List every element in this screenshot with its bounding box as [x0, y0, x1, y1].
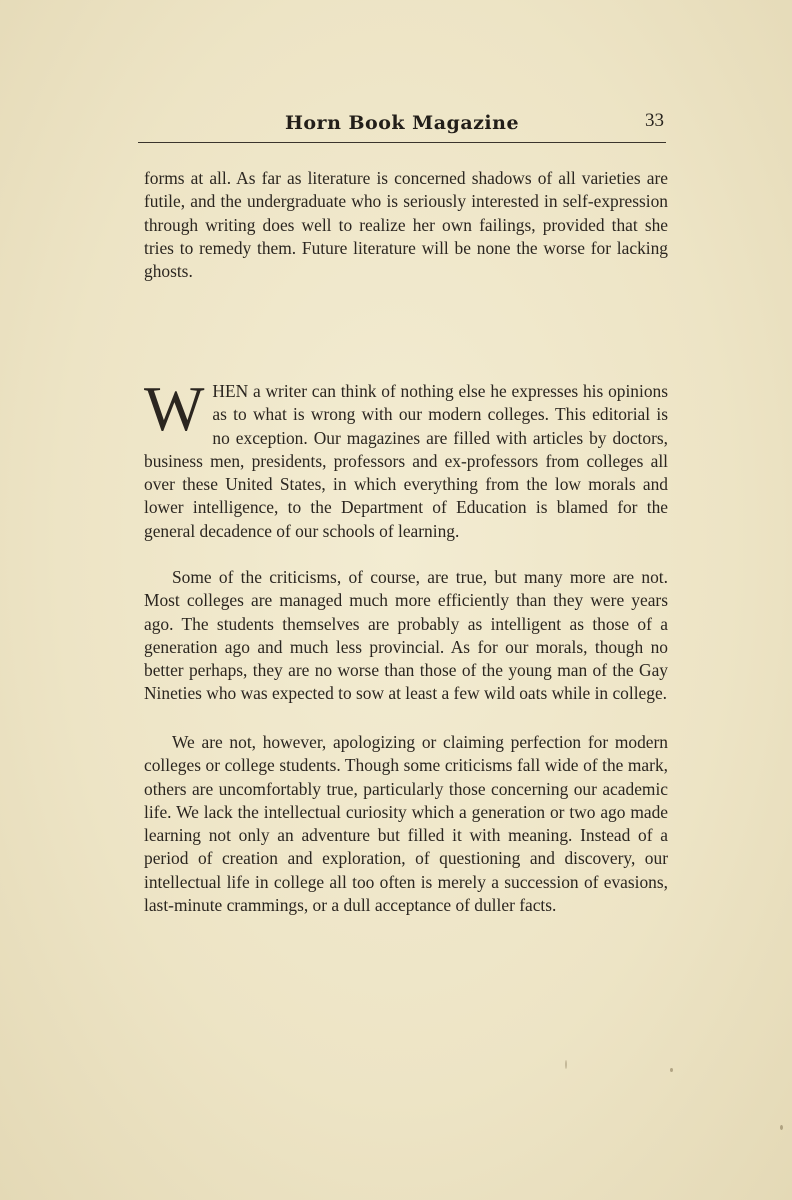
page-number: 33 — [645, 110, 664, 131]
paper-speck — [670, 1068, 673, 1072]
paper-speck — [780, 1125, 783, 1130]
editorial-paragraph-3: We are not, however, apologizing or claiming perfection for modern colleges or college students. Though some criticisms fall wide of the mark, others are uncomfortably true, particularly those concerning our academic life. We lack the intellectual curiosity which a generation or two ago made learning not only an adventure but filled it with meaning. Instead of a period of creation and exploration, of questioning and discovery, our intellectual life in college all too often is merely a succession of evasions, last-minute crammings, or a dull acceptance of duller facts. — [144, 732, 668, 916]
editorial-opening-paragraph — [144, 373, 668, 543]
paper-speck — [565, 1060, 567, 1069]
paragraph-continued: forms at all. As far as literature is concerned shadows of all varieties are futile, and the undergraduate who is seriously interested in self-expression through writing does well to realize her own failings, provided that she tries to remedy them. Future literature will be none the worse for lacking ghosts. — [144, 168, 668, 282]
running-header — [138, 110, 666, 143]
editorial-paragraph-2: Some of the criticisms, of course, are true, but many more are not. Most colleges are managed much more efficiently than they were years ago. The students themselves are probably as intelligent as those of a generation ago and much less provincial. As for our morals, though no better perhaps, they are no worse than those of the young man of the Gay Nineties who was expected to sow at least a few wild oats while in college. — [144, 567, 668, 704]
magazine-title: Horn Book Magazine — [284, 112, 520, 134]
drop-cap: W — [144, 373, 205, 444]
editorial-opening-text: HEN a writer can think of nothing else he expresses his opinions as to what is wrong with our modern colleges. This editorial is no exception. Our magazines are filled with articles by doctors, business men, presidents, professors and ex-professors from colleges all over these United States, in which everything from the low morals and lower intelligence, to the Department of Education is blamed for the general decadence of our schools of learning. — [144, 381, 668, 541]
